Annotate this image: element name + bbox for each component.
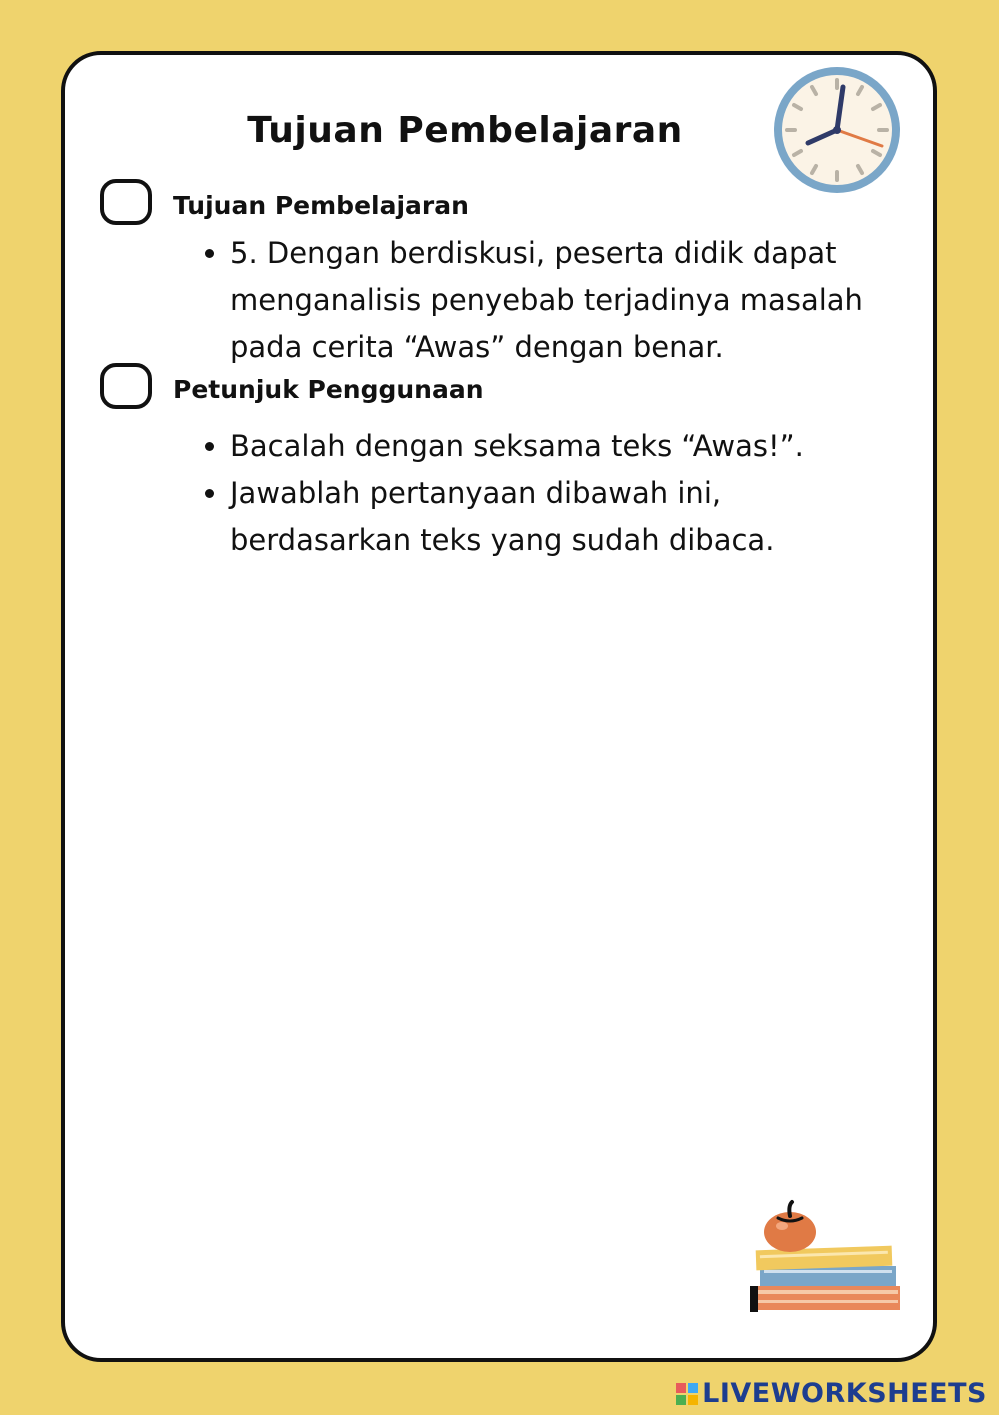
checkbox-icon — [100, 363, 152, 409]
list-item: • 5. Dengan berdiskusi, peserta didik dapat menganalisis penyebab terjadinya masalah pada cerita “Awas” dengan benar. — [230, 230, 910, 371]
section-heading-tujuan: Tujuan Pembelajaran — [173, 191, 469, 220]
checkbox-icon — [100, 179, 152, 225]
list-item: • Jawablah pertanyaan dibawah ini, berdasarkan teks yang sudah dibaca. — [230, 470, 910, 564]
watermark — [676, 1378, 987, 1409]
list-item: • Bacalah dengan seksama teks “Awas!”. — [230, 423, 910, 470]
watermark-text: LIVEWORKSHEETS — [702, 1378, 987, 1409]
tujuan-list — [198, 230, 910, 371]
section-heading-petunjuk: Petunjuk Penggunaan — [173, 375, 484, 404]
books-with-apple-icon — [748, 1198, 904, 1316]
page-title: Tujuan Pembelajaran — [247, 110, 683, 151]
clock-icon — [770, 63, 904, 197]
liveworksheets-logo-icon — [676, 1383, 698, 1405]
petunjuk-list — [198, 423, 910, 564]
